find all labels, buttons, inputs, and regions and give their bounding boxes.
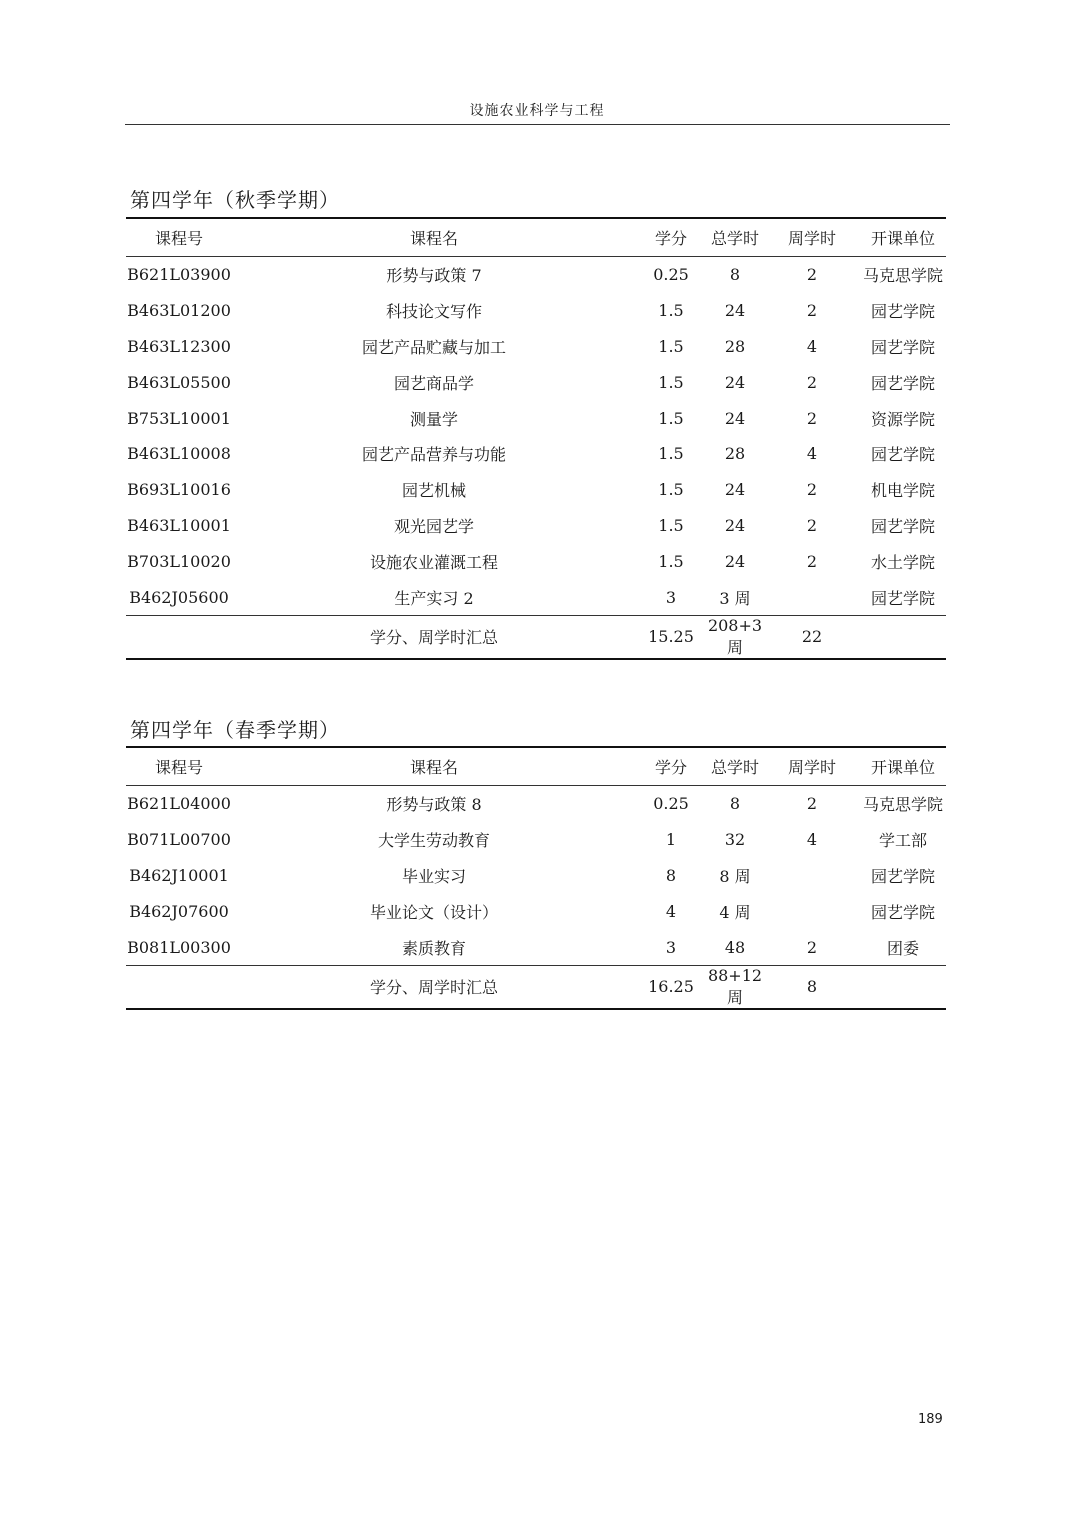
department-cell: 马克思学院 [862,266,943,286]
department-cell: 团委 [886,938,919,958]
course-name-cell: 毕业论文（设计） [369,902,498,922]
total-hours-cell: 24 [724,372,746,392]
table-row [126,293,946,329]
summary-spacer [860,965,946,1009]
course-code-cell: B463L05500 [127,372,231,392]
table-row [126,786,946,822]
weekly-hours-cell: 2 [806,515,818,535]
summary-total-hours: 208+3 周 [707,615,763,657]
summary-credits: 15.25 [648,627,694,647]
table-row [126,508,946,544]
weekly-hours-cell: 2 [806,372,818,392]
credits-cell: 1.5 [658,480,684,500]
course-table-spring [126,746,946,1010]
weekly-hours-cell: 2 [806,794,818,814]
department-cell: 资源学院 [870,409,935,429]
column-header-course-name: 课程名 [409,229,458,248]
summary-spacer [126,615,232,659]
course-code-cell: B462J05600 [129,587,229,607]
column-header-credits: 学分 [654,758,687,777]
weekly-hours-cell: 2 [806,551,818,571]
total-hours-cell: 28 [724,444,746,464]
credits-cell: 4 [665,901,677,921]
course-code-cell: B462J10001 [129,865,229,885]
credits-cell: 1.5 [658,301,684,321]
department-cell: 水土学院 [870,552,935,572]
credits-cell: 1.5 [658,336,684,356]
course-name-cell: 科技论文写作 [385,302,482,322]
weekly-hours-cell [764,858,860,894]
department-cell: 学工部 [878,831,927,851]
table-row [126,579,946,615]
course-code-cell: B463L01200 [127,301,231,321]
course-name-cell: 园艺商品学 [393,373,474,393]
course-name-cell: 园艺产品贮藏与加工 [361,337,506,357]
column-header-course-code: 课程号 [154,758,203,777]
column-header-credits: 学分 [654,229,687,248]
column-header-department: 开课单位 [870,229,935,248]
course-name-cell: 园艺产品营养与功能 [361,445,506,465]
credits-cell: 1.5 [658,515,684,535]
running-header: 设施农业科学与工程 [469,103,605,119]
weekly-hours-cell [764,579,860,615]
course-name-cell: 毕业实习 [401,866,466,886]
column-header-course-code: 课程号 [154,229,203,248]
total-hours-cell: 4 周 [719,902,751,922]
weekly-hours-cell: 2 [806,408,818,428]
course-code-cell: B463L10001 [127,515,231,535]
summary-weekly-hours: 22 [801,627,823,647]
table-row [126,858,946,894]
table-row [126,364,946,400]
department-cell: 园艺学院 [870,302,935,322]
total-hours-cell: 32 [724,830,746,850]
credits-cell: 1 [665,830,677,850]
course-name-cell: 测量学 [409,409,458,429]
column-header-total-hours: 总学时 [710,758,759,777]
total-hours-cell: 24 [724,301,746,321]
course-code-cell: B462J07600 [129,901,229,921]
credits-cell: 1.5 [658,408,684,428]
summary-credits: 16.25 [648,977,694,997]
credits-cell: 3 [665,937,677,957]
page-number: 189 [918,1412,943,1427]
credits-cell: 0.25 [653,265,689,285]
course-name-cell: 设施农业灌溉工程 [369,552,498,572]
department-cell: 园艺学院 [870,866,935,886]
column-header-weekly-hours: 周学时 [787,229,836,248]
total-hours-cell: 28 [724,336,746,356]
department-cell: 园艺学院 [870,588,935,608]
weekly-hours-cell: 4 [806,336,818,356]
weekly-hours-cell: 4 [806,830,818,850]
total-hours-cell: 48 [724,937,746,957]
table-row [126,929,946,965]
summary-row [126,615,946,659]
weekly-hours-cell: 2 [806,480,818,500]
table-row [126,436,946,472]
summary-spacer [126,965,232,1009]
table-row [126,543,946,579]
column-header-course-name: 课程名 [409,758,458,777]
course-name-cell: 大学生劳动教育 [377,831,490,851]
section-title-spring: 第四学年（春季学期） [130,718,340,742]
summary-label: 学分、周学时汇总 [369,978,498,998]
header-rule [125,124,950,125]
credits-cell: 8 [665,865,677,885]
table-row [126,472,946,508]
department-cell: 机电学院 [870,481,935,501]
weekly-hours-cell: 2 [806,301,818,321]
course-table-autumn [126,217,946,660]
total-hours-cell: 3 周 [719,588,751,608]
column-header-total-hours: 总学时 [710,229,759,248]
course-name-cell: 素质教育 [401,938,466,958]
course-code-cell: B621L04000 [127,794,231,814]
summary-weekly-hours: 8 [806,977,818,997]
credits-cell: 0.25 [653,794,689,814]
total-hours-cell: 24 [724,551,746,571]
table-row [126,329,946,365]
total-hours-cell: 24 [724,480,746,500]
course-code-cell: B071L00700 [127,830,231,850]
credits-cell: 1.5 [658,551,684,571]
department-cell: 园艺学院 [870,902,935,922]
column-header-department: 开课单位 [870,758,935,777]
credits-cell: 1.5 [658,444,684,464]
weekly-hours-cell: 2 [806,265,818,285]
total-hours-cell: 8 [729,265,741,285]
weekly-hours-cell: 4 [806,444,818,464]
table-row [126,400,946,436]
table-row [126,257,946,293]
course-code-cell: B081L00300 [127,937,231,957]
summary-row [126,965,946,1009]
course-code-cell: B463L12300 [127,336,231,356]
course-name-cell: 园艺机械 [401,481,466,501]
weekly-hours-cell: 2 [806,937,818,957]
table-header-row [126,218,946,257]
course-code-cell: B753L10001 [127,408,231,428]
department-cell: 马克思学院 [862,795,943,815]
summary-spacer [860,615,946,659]
credits-cell: 3 [665,587,677,607]
total-hours-cell: 8 [729,794,741,814]
department-cell: 园艺学院 [870,516,935,536]
course-name-cell: 形势与政策 7 [386,266,482,286]
department-cell: 园艺学院 [870,337,935,357]
total-hours-cell: 8 周 [719,866,751,886]
column-header-weekly-hours: 周学时 [787,758,836,777]
summary-total-hours: 88+12 周 [707,965,763,1007]
total-hours-cell: 24 [724,515,746,535]
total-hours-cell: 24 [724,408,746,428]
course-name-cell: 生产实习 2 [394,588,474,608]
course-name-cell: 形势与政策 8 [386,795,482,815]
course-code-cell: B703L10020 [127,551,231,571]
course-code-cell: B463L10008 [127,444,231,464]
table-header-row [126,747,946,786]
course-code-cell: B693L10016 [127,480,231,500]
table-row [126,893,946,929]
credits-cell: 1.5 [658,372,684,392]
department-cell: 园艺学院 [870,445,935,465]
section-title-autumn: 第四学年（秋季学期） [130,188,340,212]
course-code-cell: B621L03900 [127,265,231,285]
course-name-cell: 观光园艺学 [393,516,474,536]
department-cell: 园艺学院 [870,373,935,393]
weekly-hours-cell [764,893,860,929]
table-row [126,822,946,858]
summary-label: 学分、周学时汇总 [369,628,498,648]
